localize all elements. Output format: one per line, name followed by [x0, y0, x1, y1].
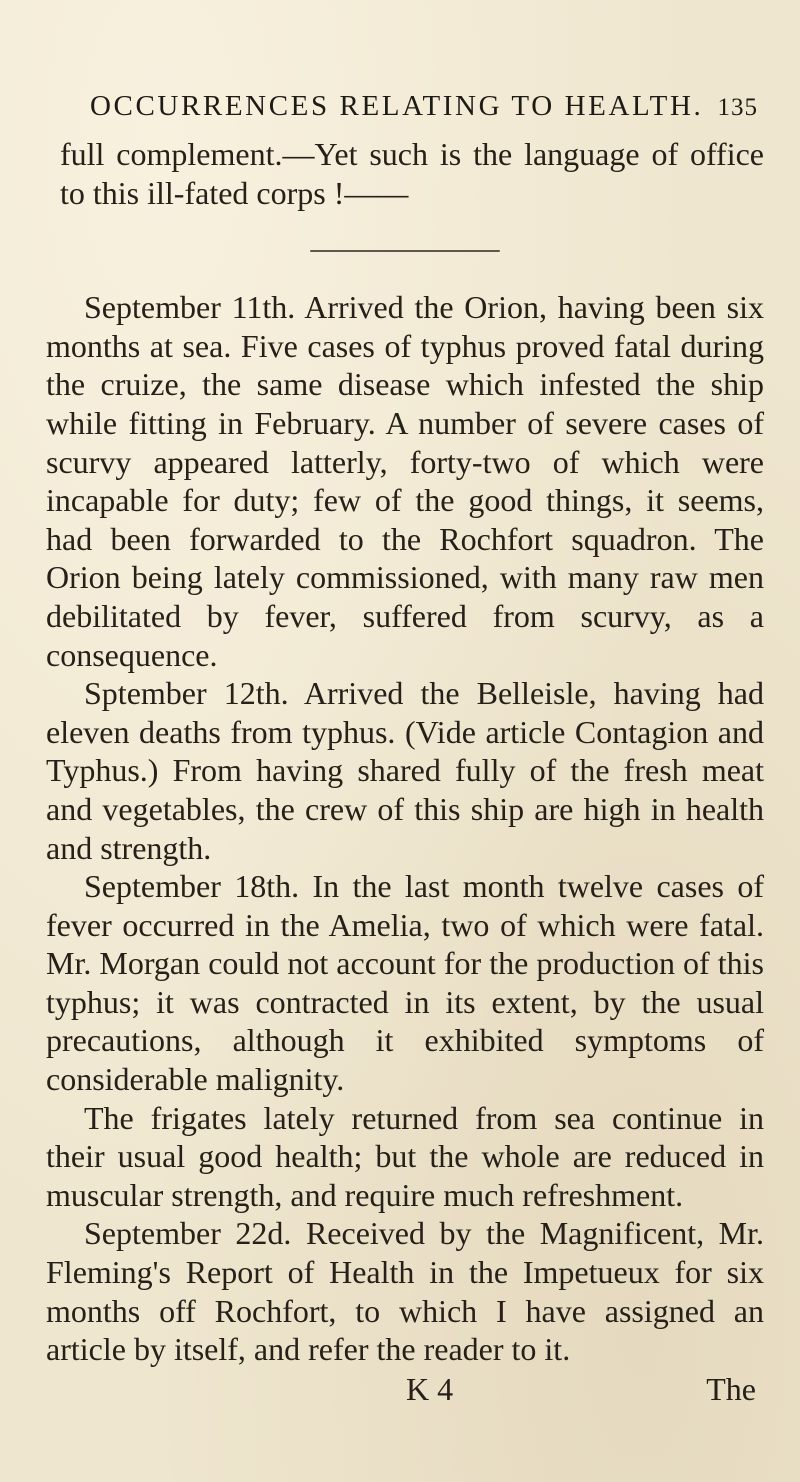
page-number: 135: [717, 94, 758, 121]
catchword: The: [706, 1370, 756, 1407]
paragraph-sept-11: September 11th. Arrived the Orion, having been six months at sea. Five cases of typhus proved fatal during the cruize, the same disease which infested the ship while fitting in February. A number of severe cases of scurvy appeared latterly, forty-two of which were incapable for duty; few of the good things, it seems, had been forwarded to the Rochfort squadron. The Orion being lately commissioned, with many raw men debilitated by fever, suffered from scurvy, as a consequence.: [46, 289, 764, 673]
paragraph-sept-12: Sptember 12th. Arrived the Belleisle, having had eleven deaths from typhus. (Vide article Contagion and Typhus.) From having shared fully of the fresh meat and vegetables, the crew of this ship are high in health and strength.: [46, 675, 764, 866]
paragraph-sept-22: September 22d. Received by the Magnificent, Mr. Fleming's Report of Health in the Impetueux for six months off Rochfort, to which I have assigned an article by itself, and refer the reader to it.: [46, 1215, 764, 1368]
section-divider: [310, 250, 500, 252]
paragraph-continuation: full complement.—Yet such is the language of office to this ill-fated corps !——: [60, 136, 764, 211]
paragraph-sept-18: September 18th. In the last month twelve cases of fever occurred in the Amelia, two of which were fatal. Mr. Morgan could not account for the production of this typhus; it was contracted in its extent, by the usual precautions, although it exhibited symptoms of considerable malignity.: [46, 868, 764, 1098]
running-head: [46, 0, 764, 123]
paragraph-frigates: The frigates lately returned from sea continue in their usual good health; but the whole are reduced in muscular strength, and require much refreshment.: [46, 1099, 764, 1213]
page-footer: [46, 1371, 764, 1408]
running-title: OCCURRENCES RELATING TO HEALTH.: [90, 90, 704, 122]
signature-mark: K 4: [406, 1370, 454, 1407]
